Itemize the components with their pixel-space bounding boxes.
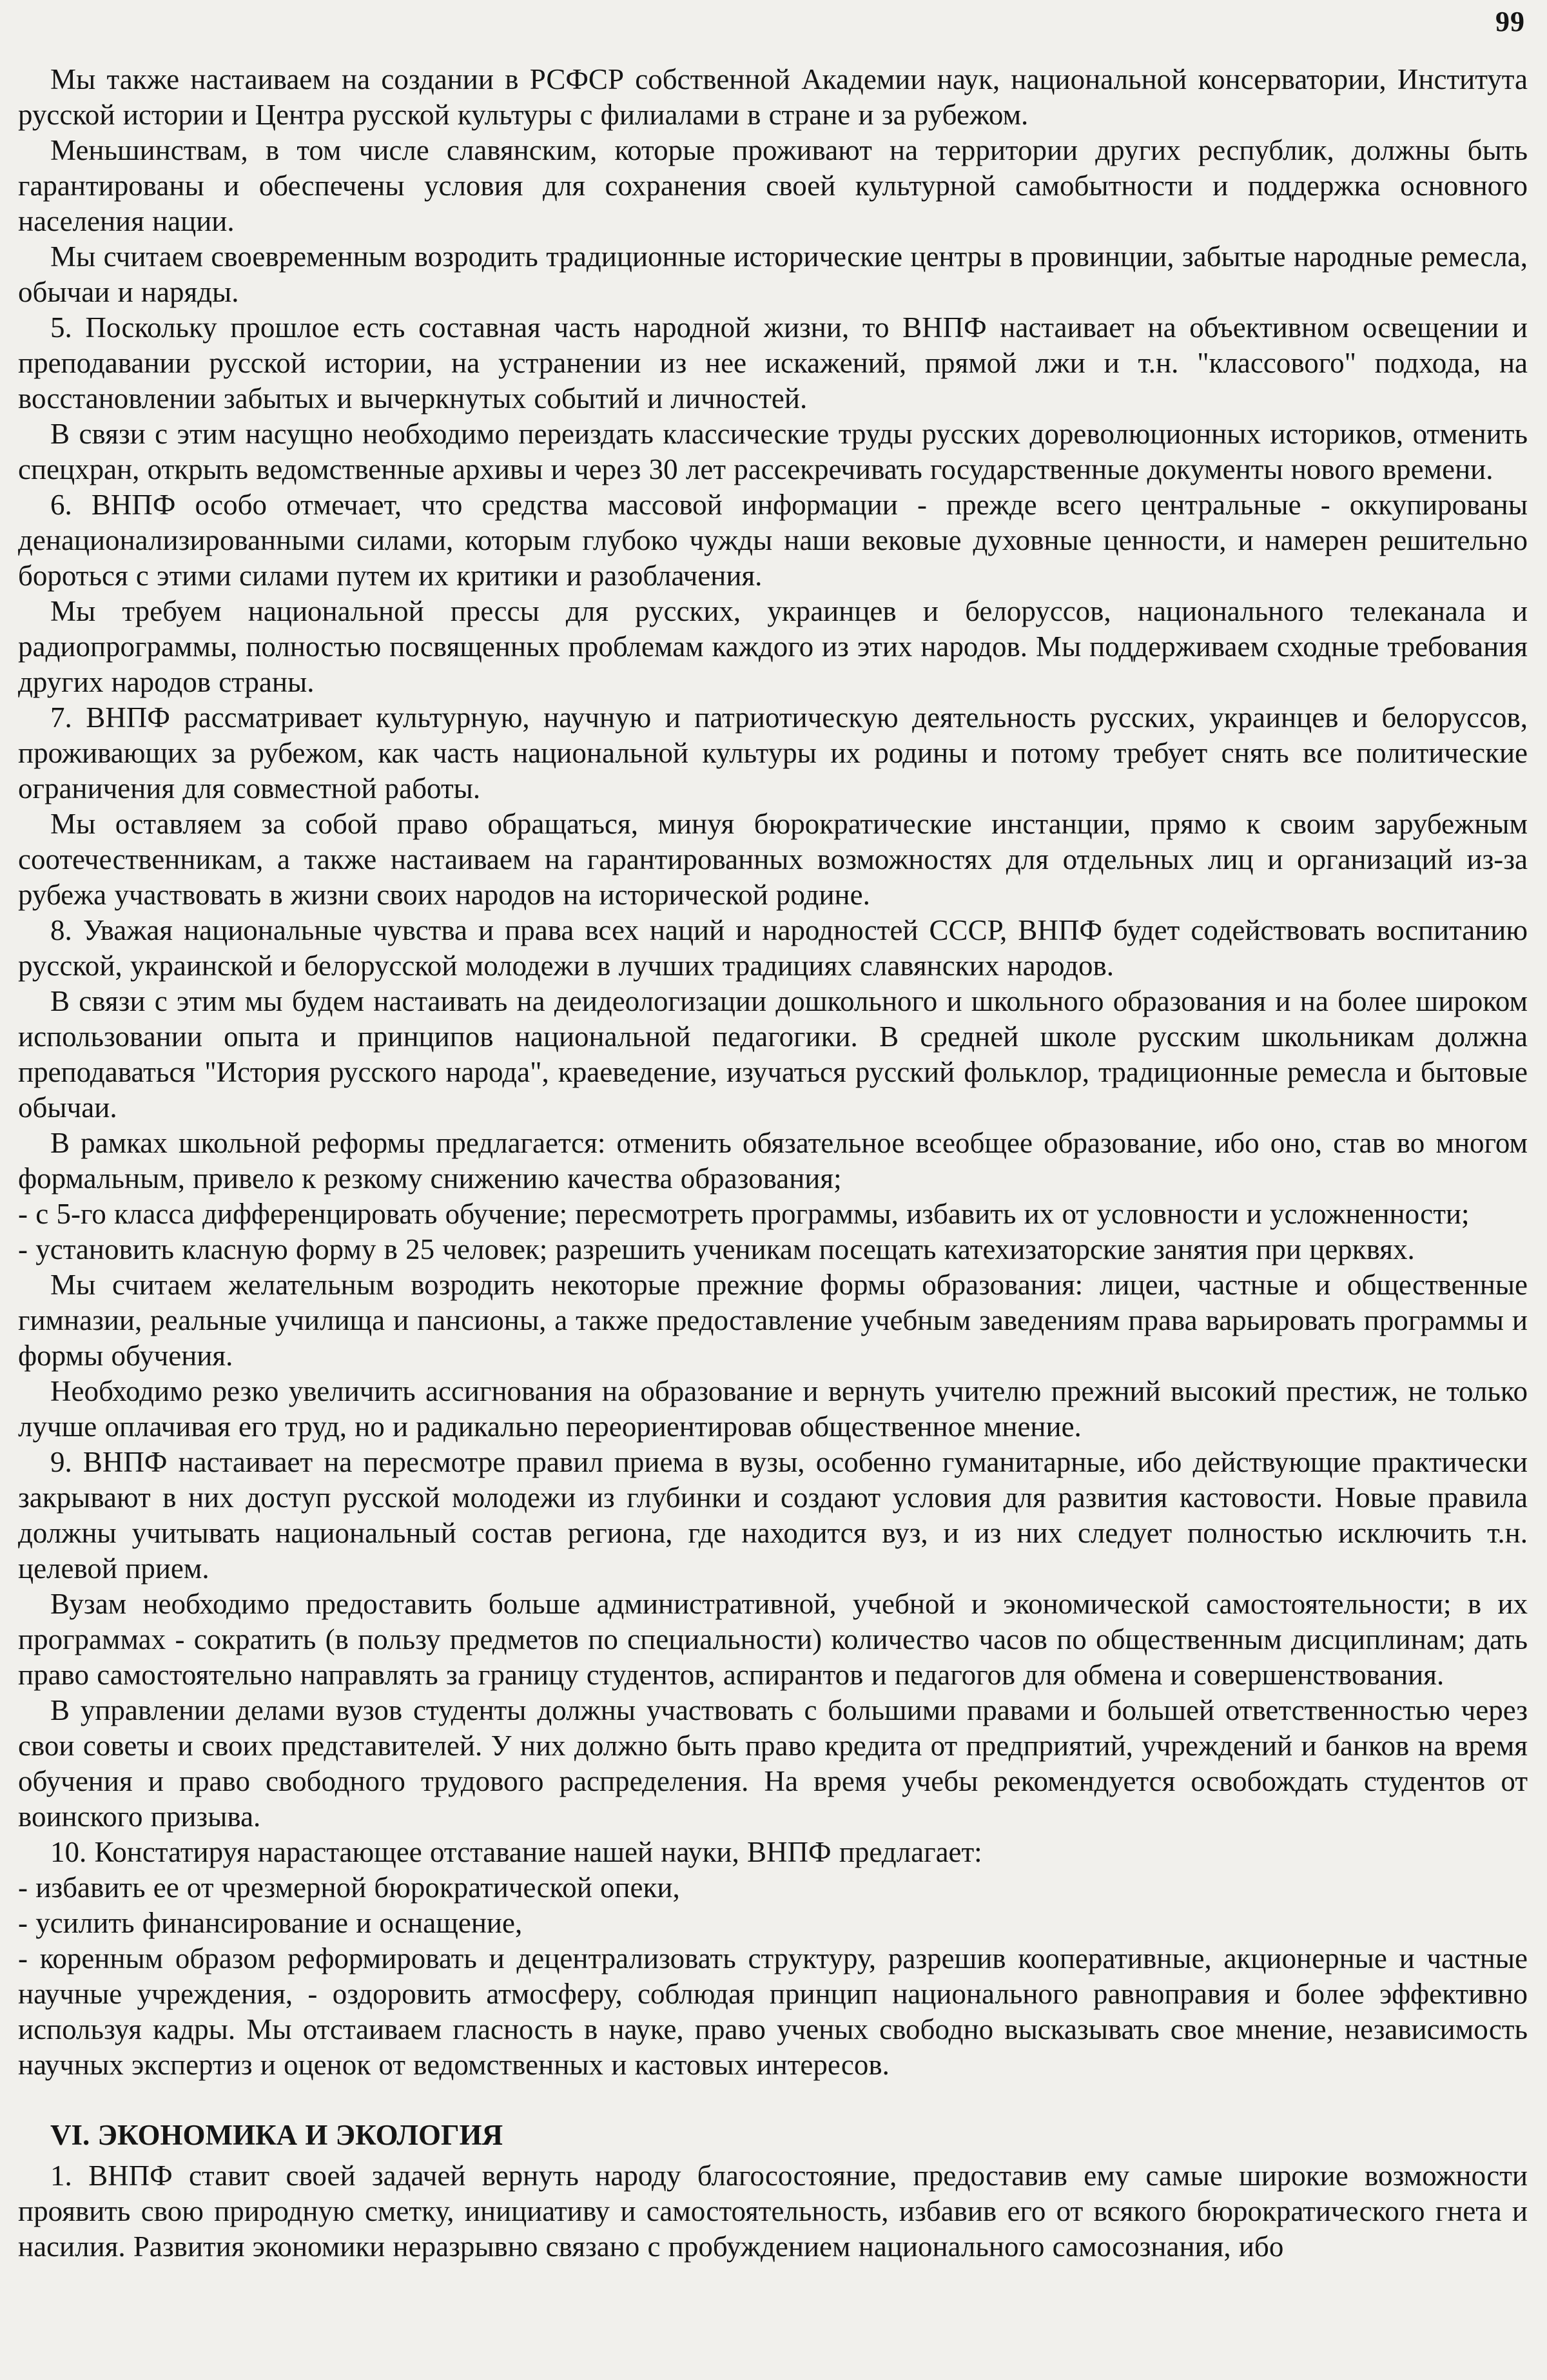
- paragraph: Мы считаем желательным возродить некоторые прежние формы образования: лицеи, частные и общественные гимназии, реальные училища и пансионы, а также предоставление учебным заведениям права варьировать программы и формы обучения.: [18, 1269, 1528, 1372]
- paragraph: Меньшинствам, в том числе славянским, которые проживают на территории других республик, должны быть гарантированы и обеспечены условия для сохранения своей культурной самобытности и поддержка основного населения нации.: [18, 134, 1528, 237]
- page-number: 99: [1495, 6, 1525, 37]
- list-item: - избавить ее от чрезмерной бюрократической опеки,: [18, 1871, 680, 1904]
- paragraph: Необходимо резко увеличить ассигнования на образование и вернуть учителю прежний высокий престиж, не только лучше оплачивая его труд, но и радикально переориентировав общественное мнение.: [18, 1375, 1528, 1443]
- paragraph: В рамках школьной реформы предлагается: отменить обязательное всеобщее образование, ибо оно, став во многом формальным, привело к резкому снижению качества образования;: [18, 1127, 1528, 1195]
- paragraph: 5. Поскольку прошлое есть составная часть народной жизни, то ВНПФ настаивает на объективном освещении и преподавании русской истории, на устранении из нее искажений, прямой лжи и т.н. "классового" подхода, на восстановлении забытых и вычеркнутых событий и личностей.: [18, 311, 1528, 415]
- paragraph: 6. ВНПФ особо отмечает, что средства массовой информации - прежде всего центральные - оккупированы денационализированными силами, которым глубоко чужды наши вековые духовные ценности, и намерен решительно бороться с этими силами путем их критики и разоблачения.: [18, 489, 1528, 592]
- paragraph: 8. Уважая национальные чувства и права всех наций и народностей СССР, ВНПФ будет содействовать воспитанию русской, украинской и белорусской молодежи в лучших традициях славянских народов.: [18, 914, 1528, 982]
- section-heading-economy-ecology: VI. ЭКОНОМИКА И ЭКОЛОГИЯ: [50, 2119, 503, 2151]
- list-item: - коренным образом реформировать и децентрализовать структуру, разрешив кооперативные, акционерные и частные научные учреждения, - оздоровить атмосферу, соблюдая принцип национального равноправия и более эффективно используя кадры. Мы отстаиваем гласность в науке, право ученых свободно высказывать свое мнение, независимость научных экспертиз и оценок от ведомственных и кастовых интересов.: [18, 1942, 1528, 2081]
- paragraph: Мы также настаиваем на создании в РСФСР собственной Академии наук, национальной консерватории, Института русской истории и Центра русской культуры с филиалами в стране и за рубежом.: [18, 63, 1528, 131]
- paragraph: Мы считаем своевременным возродить традиционные исторические центры в провинции, забытые народные ремесла, обычаи и наряды.: [18, 240, 1528, 308]
- list-item: - усилить финансирование и оснащение,: [18, 1907, 523, 1939]
- paragraph: В связи с этим мы будем настаивать на деидеологизации дошкольного и школьного образования и на более широком использовании опыта и принципов национальной педагогики. В средней школе русским школьникам должна преподаваться "История русского народа", краеведение, изучаться русский фольклор, традиционные ремесла и бытовые обычаи.: [18, 985, 1528, 1124]
- paragraph: 7. ВНПФ рассматривает культурную, научную и патриотическую деятельность русских, украинцев и белоруссов, проживающих за рубежом, как часть национальной культуры их родины и потому требует снять все политические ограничения для совместной работы.: [18, 701, 1528, 805]
- paragraph: В управлении делами вузов студенты должны участвовать с большими правами и большей ответственностью через свои советы и своих представителей. У них должно быть право кредита от предприятий, учреждений и банков на время обучения и право свободного трудового распределения. На время учебы рекомендуется освобождать студентов от воинского призыва.: [18, 1694, 1528, 1833]
- paragraph: 1. ВНПФ ставит своей задачей вернуть народу благосостояние, предоставив ему самые широкие возможности проявить свою природную сметку, инициативу и самостоятельность, избавив его от всякого бюрократического гнета и насилия. Развития экономики неразрывно связано с пробуждением национального самосознания, ибо: [18, 2160, 1528, 2263]
- paragraph: Вузам необходимо предоставить больше административной, учебной и экономической самостоятельности; в их программах - сократить (в пользу предметов по специальности) количество часов по общественным дисциплинам; дать право самостоятельно направлять за границу студентов, аспирантов и педагогов для обмена и совершенствования.: [18, 1588, 1528, 1691]
- document-body: [18, 62, 1528, 2265]
- paragraph: 10. Констатируя нарастающее отставание нашей науки, ВНПФ предлагает:: [50, 1836, 982, 1868]
- paragraph: 9. ВНПФ настаивает на пересмотре правил приема в вузы, особенно гуманитарные, ибо действующие практически закрывают в них доступ русской молодежи из глубинки и создают условия для развития кастовости. Новые правила должны учитывать национальный состав региона, где находится вуз, и из них следует полностью исключить т.н. целевой прием.: [18, 1446, 1528, 1585]
- paragraph: В связи с этим насущно необходимо переиздать классические труды русских дореволюционных историков, отменить спецхран, открыть ведомственные архивы и через 30 лет рассекречивать государственные документы нового времени.: [18, 418, 1528, 485]
- list-item: - установить класную форму в 25 человек; разрешить ученикам посещать катехизаторские занятия при церквях.: [18, 1233, 1415, 1265]
- paragraph: Мы требуем национальной прессы для русских, украинцев и белоруссов, национального телеканала и радиопрограммы, полностью посвященных проблемам каждого из этих народов. Мы поддерживаем сходные требования других народов страны.: [18, 595, 1528, 698]
- list-item: - с 5-го класса дифференцировать обучение; пересмотреть программы, избавить их от условности и усложненности;: [18, 1198, 1470, 1230]
- paragraph: Мы оставляем за собой право обращаться, минуя бюрократические инстанции, прямо к своим зарубежным соотечественникам, а также настаиваем на гарантированных возможностях для отдельных лиц и организаций из-за рубежа участвовать в жизни своих народов на исторической родине.: [18, 808, 1528, 911]
